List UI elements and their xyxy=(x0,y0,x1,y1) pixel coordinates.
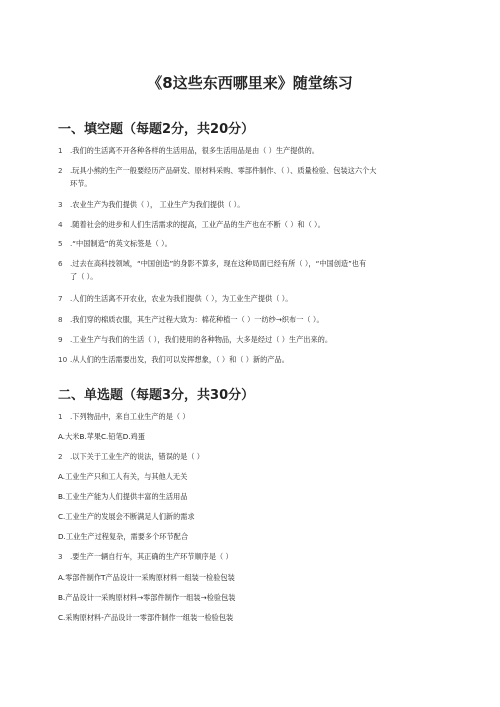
question-number: 3 xyxy=(58,200,63,209)
question-text: .我们的生活离不开各种各样的生活用品，很多生活用品是由（ ）生产提供的。 xyxy=(70,146,319,155)
question-number: 8 xyxy=(58,315,63,324)
answer-option: B.产品设计一采购原材料→零部件制作一组装→检验包装 xyxy=(58,593,236,602)
question-text: .“中国制造”的英文标签是（ ）。 xyxy=(70,239,172,248)
question-text: .农业生产为我们提供（ ）， 工业生产为我们提供（ ）。 xyxy=(70,200,245,209)
question-text: .从人们的生活需要出发，我们可以发挥想象，（ ）和（ ）新的产品。 xyxy=(70,355,289,364)
question-text: .工业生产与我们的生活（ ），我们使用的各种物品，大多是经过（ ）生产出来的。 xyxy=(70,335,333,344)
question-item xyxy=(58,353,450,366)
question-item xyxy=(58,198,450,211)
question-text: .玩具小熊的生产一般要经历产品研发、原材料采购、零部件制作、（ ）、质量检验、包装这六个大 xyxy=(70,166,377,175)
question-item xyxy=(58,292,450,305)
question-number: 1 xyxy=(58,412,63,421)
question-item xyxy=(58,410,450,423)
question-number: 4 xyxy=(58,220,63,229)
question-number: 10 xyxy=(58,355,68,364)
question-item xyxy=(58,257,450,283)
question-text-continuation: 环节。 xyxy=(70,179,92,188)
answer-options: A.大米B.苹果C.铅笔D.鸡蛋 xyxy=(58,432,145,441)
answer-option: A.工业生产只和工人有关，与其他人无关 xyxy=(58,472,188,481)
answer-option: D.工业生产过程复杂，需要多个环节配合 xyxy=(58,532,189,541)
question-item xyxy=(58,218,450,231)
question-text: .我们穿的棉质衣服，其生产过程大致为：棉花种植一（ ）一纺纱→织布一（ ）。 xyxy=(70,315,324,324)
question-number: 2 xyxy=(58,452,63,461)
answer-option: A.零部件制作T产品设计一采购原材料一组装一检验包装 xyxy=(58,573,235,582)
question-number: 2 xyxy=(58,166,63,175)
question-text-continuation: 了（ ）。 xyxy=(70,272,98,281)
question-text: .随着社会的进步和人们生活需求的提高，工业产品的生产也在不断（ ）和（ ）。 xyxy=(70,220,325,229)
section-heading-single-choice: 二、单选题（每题3分，共30分） xyxy=(58,388,255,403)
question-number: 6 xyxy=(58,259,63,268)
question-item xyxy=(58,237,450,250)
answer-option: C.采购原材料-产品设计一零部件制作一组装一检验包装 xyxy=(58,613,234,622)
question-text: .要生产一辆自行车，其正确的生产环节顺序是（ ） xyxy=(70,552,233,561)
question-item xyxy=(58,333,450,346)
question-item xyxy=(58,313,450,326)
question-number: 1 xyxy=(58,146,63,155)
answer-option: B.工业生产能为人们提供丰富的生活用品 xyxy=(58,492,188,501)
question-text: .以下关于工业生产的说法，错误的是（ ） xyxy=(70,452,204,461)
question-item xyxy=(58,164,450,190)
question-item xyxy=(58,450,450,463)
question-number: 3 xyxy=(58,552,63,561)
question-text: .人们的生活离不开农业，农业为我们提供（ ），为工业生产提供（ ）。 xyxy=(70,294,293,303)
question-item xyxy=(58,144,450,157)
question-item xyxy=(58,550,450,563)
question-number: 7 xyxy=(58,294,63,303)
section-heading-fill-blank: 一、填空题（每题2分，共20分） xyxy=(58,122,255,137)
question-number: 5 xyxy=(58,239,63,248)
page-title: 《8这些东西哪里来》随堂练习 xyxy=(147,74,353,92)
question-text: .过去在高科技领域，“中国创造”的身影不算多，现在这种局面已经有所（ ），“中国创造”也有 xyxy=(70,259,367,268)
question-text: .下列物品中，来自工业生产的是（ ） xyxy=(70,412,190,421)
answer-option: C.工业生产的发展会不断满足人们新的需求 xyxy=(58,512,195,521)
question-number: 9 xyxy=(58,335,63,344)
